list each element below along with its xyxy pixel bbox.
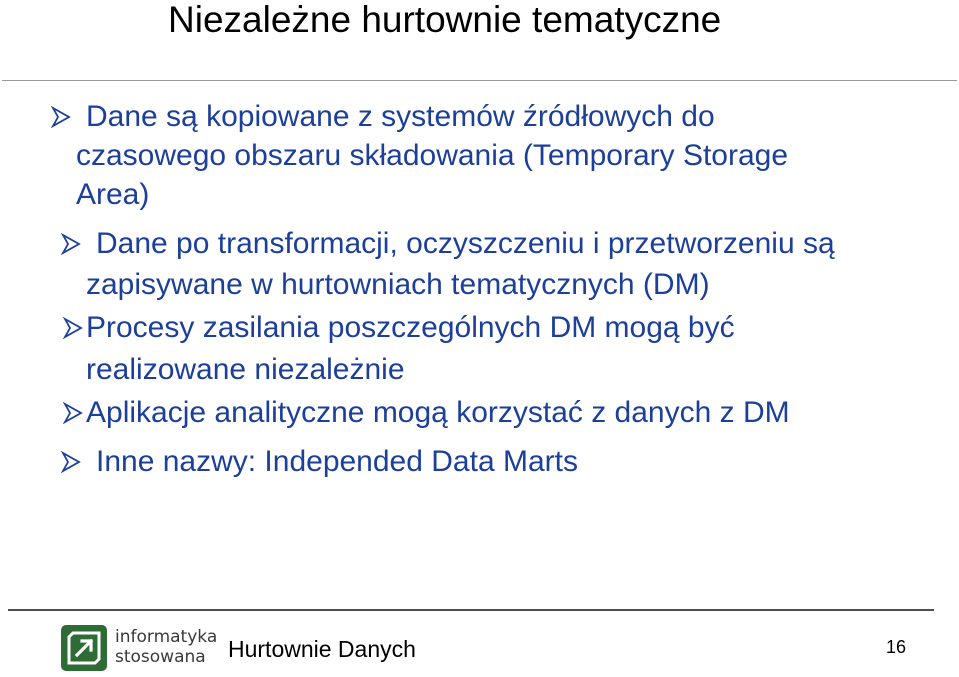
page-number: 16 [886, 637, 907, 657]
arrowhead-bullet-icon [62, 402, 84, 424]
slide-title: Niezależne hurtownie tematyczne [168, 0, 722, 40]
bullet-line: Dane są kopiowane z systemów źródłowych do [86, 100, 715, 133]
arrowhead-bullet-icon [50, 106, 72, 128]
bullet-line: Area) [76, 178, 150, 211]
bullet-line: Aplikacje analityczne mogą korzystać z danych z DM [86, 396, 790, 429]
bullet-line: zapisywane w hurtowniach tematycznych (DM) [86, 268, 710, 301]
logo-line-2: stosowana [115, 647, 206, 667]
title-divider [2, 80, 957, 81]
bullet-line: realizowane niezależnie [86, 353, 405, 386]
bullet-line: Dane po transformacji, oczyszczeniu i przetworzeniu są [96, 227, 835, 260]
bullet-line: Procesy zasilania poszczególnych DM mogą być [86, 311, 735, 344]
logo-line-1: informatyka [115, 627, 218, 647]
bullet-line: czasowego obszaru składowania (Temporary Storage [76, 139, 789, 172]
bullet-line: Inne nazwy: Independed Data Marts [96, 445, 578, 478]
footer-divider [8, 609, 934, 611]
arrowhead-bullet-icon [60, 451, 82, 473]
informatyka-stosowana-logo [61, 625, 218, 671]
course-title: Hurtownie Danych [228, 636, 416, 662]
logo-mark-icon [61, 625, 107, 671]
arrowhead-bullet-icon [62, 317, 84, 339]
arrowhead-bullet-icon [60, 233, 82, 255]
logo-wordmark [115, 627, 217, 667]
